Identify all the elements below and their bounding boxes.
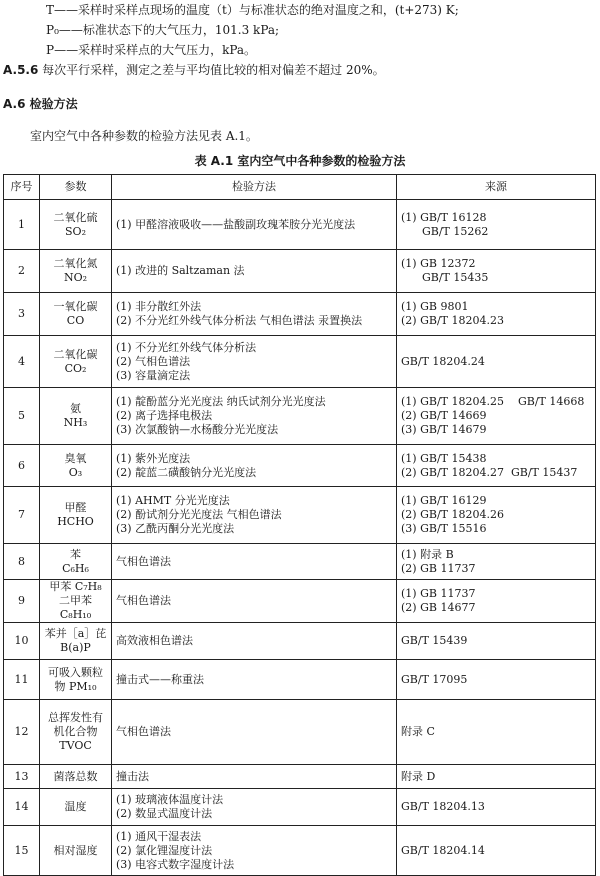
method-line: (2) 不分光红外线气体分析法 气相色谱法 汞置换法 [116, 314, 363, 327]
row-sources [397, 250, 596, 293]
row-methods [112, 789, 397, 826]
row-parameter [40, 623, 112, 660]
header-no: 序号 [4, 175, 40, 200]
method-line: (3) 次氯酸钠—水杨酸分光光度法 [116, 423, 279, 436]
method-line: (1) 改进的 Saltzaman 法 [116, 264, 245, 277]
row-methods [112, 623, 397, 660]
header-source: 来源 [397, 175, 596, 200]
row-parameter [40, 544, 112, 580]
method-line: (1) 不分光红外线气体分析法 [116, 340, 257, 354]
row-number: 14 [4, 789, 40, 826]
table-row [4, 765, 596, 789]
method-line: (2) 离子选择电极法 [116, 409, 213, 422]
source-line: (1) GB 11737 [401, 587, 476, 600]
row-parameter [40, 200, 112, 250]
row-methods [112, 660, 397, 700]
table-header-row [4, 175, 596, 200]
def-p0-line: P₀——标准状态下的大气压力，101.3 kPa; [46, 23, 280, 37]
row-sources [397, 544, 596, 580]
row-methods [112, 336, 397, 388]
row-number: 13 [4, 765, 40, 789]
row-methods [112, 700, 397, 765]
parameter-line: 氨 [70, 402, 81, 415]
source-line: (2) GB/T 14669 [401, 409, 487, 422]
methods-table [3, 174, 596, 876]
table-row [4, 293, 596, 336]
row-parameter [40, 250, 112, 293]
source-line: GB/T 18204.13 [401, 800, 485, 813]
header-method: 检验方法 [112, 175, 397, 200]
source-line: (2) GB/T 18204.26 [401, 508, 504, 521]
row-parameter [40, 388, 112, 445]
section-title: 检验方法 [29, 97, 78, 111]
source-line: GB/T 18204.14 [401, 843, 485, 857]
row-sources [397, 336, 596, 388]
row-sources [397, 700, 596, 765]
row-methods [112, 580, 397, 623]
row-parameter [40, 660, 112, 700]
parameter-line: 温度 [64, 800, 87, 813]
row-sources [397, 765, 596, 789]
source-line: (3) GB/T 14679 [401, 423, 487, 436]
parameter-line: SO₂ [65, 224, 86, 238]
method-line: (1) 通风干湿表法 [116, 829, 202, 843]
source-line: GB/T 15262 [401, 224, 489, 238]
table-row [4, 487, 596, 544]
clause-a-5-6 [3, 62, 385, 78]
parameter-line: 二氧化硫 [53, 210, 98, 224]
source-line: (2) GB 14677 [401, 601, 476, 614]
method-line: 气相色谱法 [116, 554, 171, 568]
section-body: 室内空气中各种参数的检验方法见表 A.1。 [30, 129, 258, 143]
row-methods [112, 765, 397, 789]
section-heading [3, 96, 78, 112]
parameter-line: 苯并［a］芘 [44, 627, 107, 640]
method-line: (1) 靛酚蓝分光光度法 纳氏试剂分光光度法 [116, 395, 326, 408]
row-number: 4 [4, 336, 40, 388]
parameter-line: 甲醛 [64, 501, 87, 514]
table-row [4, 826, 596, 876]
row-sources [397, 789, 596, 826]
row-number: 6 [4, 445, 40, 487]
parameter-line: 二氧化氮 [53, 257, 98, 270]
source-line: (3) GB/T 15516 [401, 522, 487, 535]
parameter-line: 臭氧 [64, 451, 87, 465]
source-line: (2) GB/T 18204.27 GB/T 15437 [401, 465, 578, 479]
table-row [4, 250, 596, 293]
table-row [4, 660, 596, 700]
table-row [4, 544, 596, 580]
parameter-line: 一氧化碳 [53, 300, 98, 313]
row-number: 2 [4, 250, 40, 293]
row-parameter [40, 580, 112, 623]
row-number: 12 [4, 700, 40, 765]
table-body [4, 200, 596, 876]
parameter-line: B(a)P [60, 641, 91, 654]
method-line: 撞击法 [116, 769, 149, 783]
parameter-line: 物 PM₁₀ [54, 679, 97, 693]
method-line: (2) 数显式温度计法 [116, 807, 213, 820]
row-parameter [40, 789, 112, 826]
header-param: 参数 [40, 175, 112, 200]
row-number: 15 [4, 826, 40, 876]
source-line: (1) 附录 B [401, 547, 454, 561]
table-caption: 表 A.1 室内空气中各种参数的检验方法 [194, 154, 406, 168]
parameter-line: 二氧化碳 [53, 347, 98, 361]
method-line: (3) 电容式数字湿度计法 [116, 857, 235, 871]
row-methods [112, 200, 397, 250]
row-methods [112, 487, 397, 544]
source-line: (1) GB 9801 [401, 300, 469, 313]
source-line: 附录 C [401, 725, 435, 738]
method-line: 撞击式——称重法 [116, 672, 204, 686]
method-line: (2) 靛蓝二磺酸钠分光光度法 [116, 465, 257, 479]
table-row [4, 623, 596, 660]
method-line: (1) 非分散红外法 [116, 300, 202, 313]
row-sources [397, 580, 596, 623]
source-line: (2) GB 11737 [401, 561, 476, 575]
parameter-line: 甲苯 C₇H₈ [49, 580, 102, 593]
method-line: (3) 乙酰丙酮分光光度法 [116, 522, 235, 535]
row-sources [397, 445, 596, 487]
method-line: 气相色谱法 [116, 594, 171, 607]
source-line: (1) GB/T 15438 [401, 451, 487, 465]
row-parameter [40, 445, 112, 487]
row-number: 7 [4, 487, 40, 544]
source-line: GB/T 18204.24 [401, 354, 485, 368]
row-number: 8 [4, 544, 40, 580]
parameter-line: TVOC [59, 739, 92, 752]
method-line: (1) AHMT 分光光度法 [116, 494, 230, 507]
row-methods [112, 293, 397, 336]
row-sources [397, 487, 596, 544]
source-line: GB/T 15435 [401, 271, 489, 284]
parameter-line: 相对湿度 [53, 843, 98, 857]
table-row [4, 388, 596, 445]
parameter-line: 机化合物 [53, 725, 98, 738]
row-sources [397, 388, 596, 445]
source-line: GB/T 17095 [401, 672, 468, 686]
source-line: (2) GB/T 18204.23 [401, 314, 504, 327]
clause-number: A.5.6 [3, 63, 39, 77]
row-methods [112, 250, 397, 293]
parameter-line: CO [66, 314, 85, 327]
source-line: (1) GB/T 16128 [401, 210, 487, 224]
clause-text: 每次平行采样，测定之差与平均值比较的相对偏差不超过 20%。 [42, 63, 385, 77]
parameter-line: 可吸入颗粒 [48, 665, 103, 679]
row-sources [397, 200, 596, 250]
table-row [4, 336, 596, 388]
row-parameter [40, 700, 112, 765]
parameter-line: 总挥发性有 [48, 711, 103, 724]
row-sources [397, 623, 596, 660]
source-line: (1) GB 12372 [401, 257, 476, 270]
parameter-line: 二甲苯 C₈H₁₀ [59, 594, 92, 621]
parameter-line: O₃ [68, 465, 83, 479]
row-methods [112, 826, 397, 876]
row-sources [397, 660, 596, 700]
method-line: (2) 气相色谱法 [116, 354, 191, 368]
row-number: 11 [4, 660, 40, 700]
source-line: (1) GB/T 18204.25 GB/T 14668 [401, 395, 585, 408]
row-parameter [40, 765, 112, 789]
method-line: (1) 玻璃液体温度计法 [116, 793, 224, 806]
row-number: 9 [4, 580, 40, 623]
row-number: 1 [4, 200, 40, 250]
method-line: (3) 容量滴定法 [116, 368, 191, 382]
method-line: (2) 氯化锂湿度计法 [116, 843, 213, 857]
row-methods [112, 445, 397, 487]
method-line: (2) 酚试剂分光光度法 气相色谱法 [116, 508, 282, 521]
row-sources [397, 826, 596, 876]
table-row [4, 445, 596, 487]
method-line: (1) 甲醛溶液吸收——盐酸副玫瑰苯胺分光光度法 [116, 217, 356, 231]
parameter-line: NH₃ [63, 416, 88, 429]
table-row [4, 580, 596, 623]
row-number: 10 [4, 623, 40, 660]
row-parameter [40, 487, 112, 544]
def-t-line: T——采样时采样点现场的温度（t）与标准状态的绝对温度之和，(t+273) K; [46, 3, 459, 17]
row-methods [112, 388, 397, 445]
section-number: A.6 [3, 97, 26, 111]
table-row [4, 700, 596, 765]
table-row [4, 789, 596, 826]
parameter-line: CO₂ [64, 361, 87, 375]
parameter-line: HCHO [57, 515, 94, 528]
parameter-line: NO₂ [63, 271, 88, 284]
row-sources [397, 293, 596, 336]
method-line: 气相色谱法 [116, 725, 171, 738]
parameter-line: 菌落总数 [53, 769, 98, 783]
parameter-line: 苯 [70, 547, 81, 561]
row-parameter [40, 336, 112, 388]
table-row [4, 200, 596, 250]
source-line: GB/T 15439 [401, 634, 468, 647]
row-parameter [40, 293, 112, 336]
def-p-line: P——采样时采样点的大气压力，kPa。 [46, 43, 257, 57]
row-parameter [40, 826, 112, 876]
source-line: (1) GB/T 16129 [401, 494, 487, 507]
parameter-line: C₆H₆ [62, 561, 89, 575]
row-number: 3 [4, 293, 40, 336]
method-line: (1) 紫外光度法 [116, 451, 191, 465]
row-number: 5 [4, 388, 40, 445]
method-line: 高效液相色谱法 [116, 634, 193, 647]
row-methods [112, 544, 397, 580]
source-line: 附录 D [401, 769, 436, 783]
